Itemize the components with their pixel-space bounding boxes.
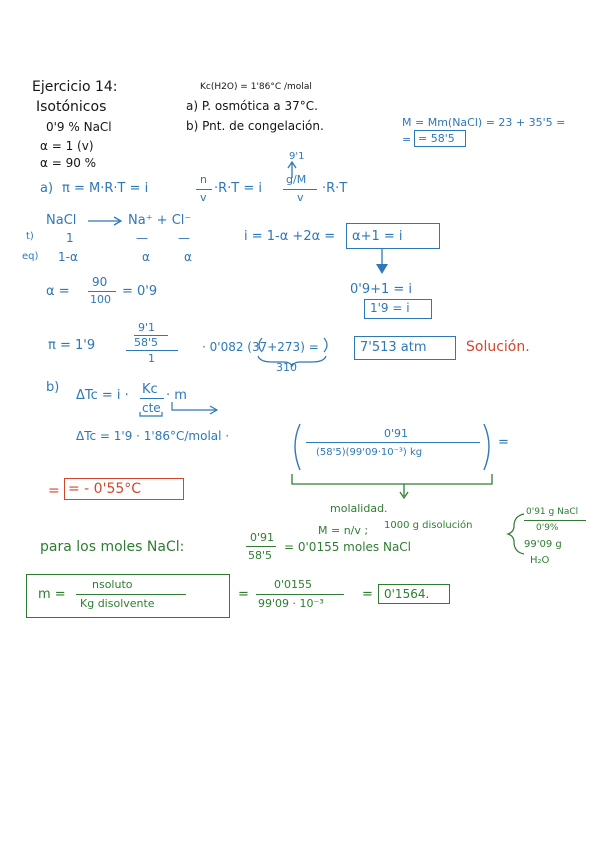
row-eq: eq) bbox=[22, 251, 39, 262]
molar-mass-result-prefix: = bbox=[402, 133, 412, 146]
m-label: · m bbox=[166, 388, 187, 403]
dissoc-reactant: NaCl bbox=[46, 213, 77, 228]
i-expression: i = 1-α +2α = bbox=[244, 229, 336, 244]
row-t0: t) bbox=[26, 231, 34, 242]
t0-dash-2: — bbox=[178, 231, 190, 245]
i-boxed: α+1 = i bbox=[352, 229, 403, 244]
kc-label: Kc bbox=[142, 382, 158, 397]
exercise-title: Ejercicio 14: bbox=[32, 79, 118, 95]
pi-result: 7'513 atm bbox=[360, 340, 427, 355]
molar-mass-result: = 58'5 bbox=[418, 132, 455, 145]
alpha-den: 100 bbox=[90, 293, 111, 306]
frac2-num: g/M bbox=[286, 173, 307, 186]
part-b-question: b) Pnt. de congelación. bbox=[186, 119, 324, 133]
part-a-question: a) P. osmótica a 37°C. bbox=[186, 99, 318, 113]
pi-left: π = 1'9 bbox=[48, 338, 96, 353]
pi-mid: · 0'082 (37+273) = bbox=[202, 340, 319, 354]
i-calc: 0'9+1 = i bbox=[350, 282, 413, 297]
moles-den: 58'5 bbox=[248, 549, 273, 562]
cte-label: cte bbox=[142, 401, 161, 415]
right-mid: 0'9% bbox=[536, 523, 559, 533]
alpha-num: 90 bbox=[92, 275, 108, 289]
frac2-den: v bbox=[297, 191, 304, 204]
molalidad-label: molalidad. bbox=[330, 502, 388, 515]
isotonicos-label: Isotónicos bbox=[36, 99, 107, 115]
m-def-num: nsoluto bbox=[92, 578, 133, 591]
frac-n: n bbox=[200, 173, 207, 186]
dtc-calc: ΔTc = 1'9 · 1'86°C/molal · bbox=[76, 429, 230, 443]
right-top: 0'91 g NaCl bbox=[526, 507, 579, 517]
moles-result: = 0'0155 moles NaCl bbox=[284, 540, 412, 554]
alpha-result: = 0'9 bbox=[122, 284, 158, 299]
eq-reactant: 1-α bbox=[58, 250, 78, 264]
calc-num: 0'91 bbox=[384, 427, 409, 440]
dtc-result-prefix: = bbox=[48, 483, 60, 499]
calc-den: (58'5)(99'09·10⁻³) kg bbox=[316, 447, 423, 458]
dissoc-products: Na⁺ + Cl⁻ bbox=[128, 213, 192, 228]
eq-alpha-1: α bbox=[142, 250, 150, 264]
moles-label: para los moles NaCl: bbox=[40, 539, 185, 555]
alpha-eq-left: α = bbox=[46, 284, 70, 299]
pi-formula-mid: ·R·T = i bbox=[214, 181, 263, 196]
pi-formula-right: ·R·T bbox=[322, 181, 348, 196]
right-bottom: 99'09 g bbox=[524, 539, 562, 550]
t0-dash-1: — bbox=[136, 231, 148, 245]
molar-mass-line: M = Mm(NaCl) = 23 + 35'5 = bbox=[402, 116, 566, 129]
t0-one: 1 bbox=[66, 231, 74, 245]
i-result: 1'9 = i bbox=[370, 301, 410, 315]
m-def-den: Kg disolvente bbox=[80, 597, 155, 610]
dtc-formula: ΔTc = i · bbox=[76, 388, 129, 403]
solution-word: Solución. bbox=[466, 339, 530, 355]
above-value: 9'1 bbox=[289, 151, 305, 162]
calc-equals: = bbox=[498, 435, 509, 450]
part-b-label: b) bbox=[46, 380, 60, 395]
m-def-left: m = bbox=[38, 587, 66, 602]
dtc-result: = - 0'55°C bbox=[68, 481, 142, 497]
m-equals: = bbox=[238, 587, 249, 602]
alpha-ninety-label: α = 90 % bbox=[40, 156, 97, 170]
pi-formula-left: π = M·R·T = i bbox=[62, 181, 149, 196]
kc-note: Kc(H2O) = 1'86°C /molal bbox=[200, 82, 312, 92]
m-num: 0'0155 bbox=[274, 578, 313, 591]
molality-formula: M = n/v ; bbox=[318, 524, 369, 537]
pi-temp: 310 bbox=[276, 361, 297, 374]
pi-den: 1 bbox=[148, 352, 155, 365]
m-den: 99'09 · 10⁻³ bbox=[258, 597, 324, 610]
solvent-mass: 1000 g disolución bbox=[384, 520, 473, 531]
concentration-label: 0'9 % NaCl bbox=[46, 120, 112, 134]
frac-v: v bbox=[200, 191, 207, 204]
alpha-one-label: α = 1 (v) bbox=[40, 139, 94, 153]
part-a-label: a) bbox=[40, 181, 54, 196]
pi-num-bottom: 58'5 bbox=[134, 336, 159, 349]
pi-num-top: 9'1 bbox=[138, 321, 156, 334]
moles-num: 0'91 bbox=[250, 531, 275, 544]
m-result: 0'1564. bbox=[384, 587, 430, 601]
eq-alpha-2: α bbox=[184, 250, 192, 264]
h2o-label: H₂O bbox=[530, 555, 550, 566]
m-result-equals: = bbox=[362, 587, 373, 602]
